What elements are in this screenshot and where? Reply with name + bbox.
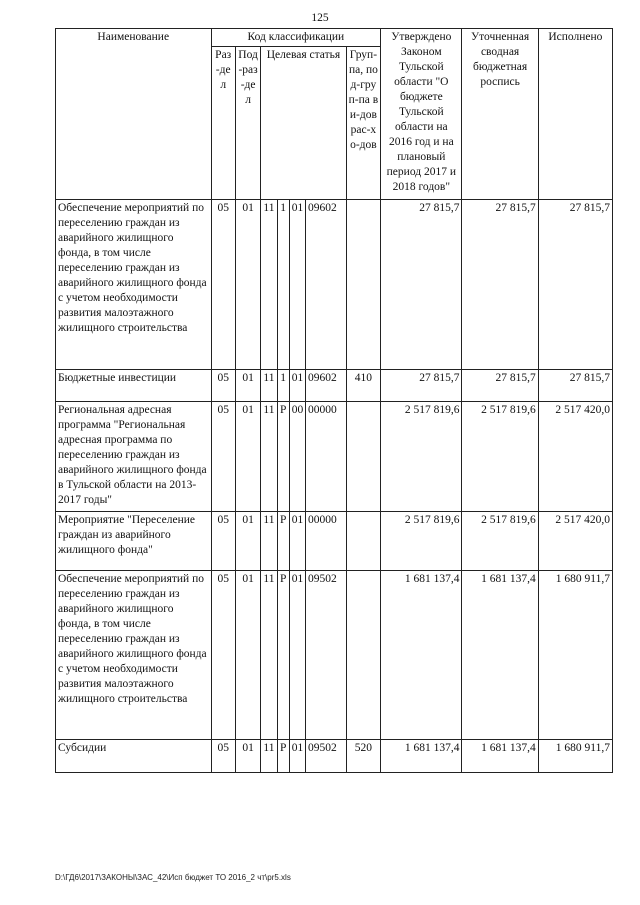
- row-executed: 1 680 911,7: [538, 571, 612, 740]
- header-class-code: Код классификации: [211, 29, 381, 47]
- row-section: 05: [211, 571, 235, 740]
- row-executed: 1 680 911,7: [538, 740, 612, 773]
- row-code-1: 11: [261, 200, 277, 370]
- header-approved: Утверждено Законом Тульской области "О бюджете Тульской области на 2016 год и на плановый период 2017 и 2018 годов": [381, 29, 462, 200]
- header-refined: Уточненная сводная бюджетная роспись: [462, 29, 538, 200]
- row-group: [346, 512, 381, 571]
- row-code-2: Р: [277, 402, 289, 512]
- header-name: Наименование: [56, 29, 212, 200]
- row-refined: 27 815,7: [462, 370, 538, 402]
- row-code-4: 09602: [305, 370, 346, 402]
- row-name: Бюджетные инвестиции: [56, 370, 212, 402]
- row-section: 05: [211, 512, 235, 571]
- row-section: 05: [211, 370, 235, 402]
- row-code-3: 00: [289, 402, 305, 512]
- row-group: 520: [346, 740, 381, 773]
- row-name: Субсидии: [56, 740, 212, 773]
- row-refined: 27 815,7: [462, 200, 538, 370]
- row-approved: 27 815,7: [381, 200, 462, 370]
- row-group: [346, 402, 381, 512]
- row-approved: 2 517 819,6: [381, 512, 462, 571]
- row-code-3: 01: [289, 740, 305, 773]
- row-section: 05: [211, 200, 235, 370]
- table-row: [56, 512, 613, 571]
- row-subsection: 01: [235, 740, 260, 773]
- row-code-2: Р: [277, 740, 289, 773]
- row-code-2: Р: [277, 571, 289, 740]
- row-refined: 2 517 819,6: [462, 512, 538, 571]
- row-code-4: 09602: [305, 200, 346, 370]
- table-row: [56, 370, 613, 402]
- budget-table: [55, 28, 613, 773]
- table-row: [56, 740, 613, 773]
- header-subsection: Под-раз-дел: [235, 47, 260, 200]
- row-name: Региональная адресная программа "Региональная адресная программа по переселению граждан из аварийного жилищного фонда в Тульской области на 2013-2017 годы": [56, 402, 212, 512]
- row-code-1: 11: [261, 571, 277, 740]
- row-approved: 27 815,7: [381, 370, 462, 402]
- row-code-3: 01: [289, 200, 305, 370]
- row-refined: 1 681 137,4: [462, 740, 538, 773]
- row-code-3: 01: [289, 370, 305, 402]
- row-group: [346, 571, 381, 740]
- table-row: [56, 571, 613, 740]
- row-refined: 1 681 137,4: [462, 571, 538, 740]
- row-name: Обеспечение мероприятий по переселению граждан из аварийного жилищного фонда, в том числе переселению граждан из аварийного жилищного фонда с учетом необходимости развития малоэтажного жилищного строительства: [56, 200, 212, 370]
- file-path-footer: D:\ГД6\2017\ЗАКОНЫ\ЗАС_42\Исп бюджет ТО 2016_2 чт\pr5.xls: [55, 873, 291, 882]
- row-subsection: 01: [235, 370, 260, 402]
- row-executed: 2 517 420,0: [538, 402, 612, 512]
- row-group: [346, 200, 381, 370]
- header-expense-group: Груп-па, под-груп-па ви-дов рас-хо-дов: [346, 47, 381, 200]
- row-code-3: 01: [289, 571, 305, 740]
- row-group: 410: [346, 370, 381, 402]
- header-executed: Исполнено: [538, 29, 612, 200]
- row-code-1: 11: [261, 402, 277, 512]
- row-code-1: 11: [261, 370, 277, 402]
- table-row: [56, 200, 613, 370]
- header-target-article: Целевая статья: [261, 47, 346, 200]
- row-name: Мероприятие "Переселение граждан из аварийного жилищного фонда": [56, 512, 212, 571]
- row-code-4: 09502: [305, 571, 346, 740]
- row-subsection: 01: [235, 200, 260, 370]
- row-subsection: 01: [235, 402, 260, 512]
- row-code-1: 11: [261, 512, 277, 571]
- row-code-2: Р: [277, 512, 289, 571]
- row-name: Обеспечение мероприятий по переселению граждан из аварийного жилищного фонда, в том числе переселению граждан из аварийного жилищного фонда с учетом необходимости развития малоэтажного жилищного строительства: [56, 571, 212, 740]
- row-section: 05: [211, 740, 235, 773]
- header-section: Раз-дел: [211, 47, 235, 200]
- row-subsection: 01: [235, 512, 260, 571]
- row-executed: 27 815,7: [538, 200, 612, 370]
- row-refined: 2 517 819,6: [462, 402, 538, 512]
- page-number: 125: [311, 12, 329, 24]
- row-approved: 1 681 137,4: [381, 571, 462, 740]
- row-approved: 1 681 137,4: [381, 740, 462, 773]
- row-executed: 27 815,7: [538, 370, 612, 402]
- row-code-4: 00000: [305, 402, 346, 512]
- row-section: 05: [211, 402, 235, 512]
- row-code-2: 1: [277, 200, 289, 370]
- row-approved: 2 517 819,6: [381, 402, 462, 512]
- row-code-4: 00000: [305, 512, 346, 571]
- row-code-2: 1: [277, 370, 289, 402]
- table-row: [56, 402, 613, 512]
- row-code-1: 11: [261, 740, 277, 773]
- row-code-4: 09502: [305, 740, 346, 773]
- row-executed: 2 517 420,0: [538, 512, 612, 571]
- row-subsection: 01: [235, 571, 260, 740]
- row-code-3: 01: [289, 512, 305, 571]
